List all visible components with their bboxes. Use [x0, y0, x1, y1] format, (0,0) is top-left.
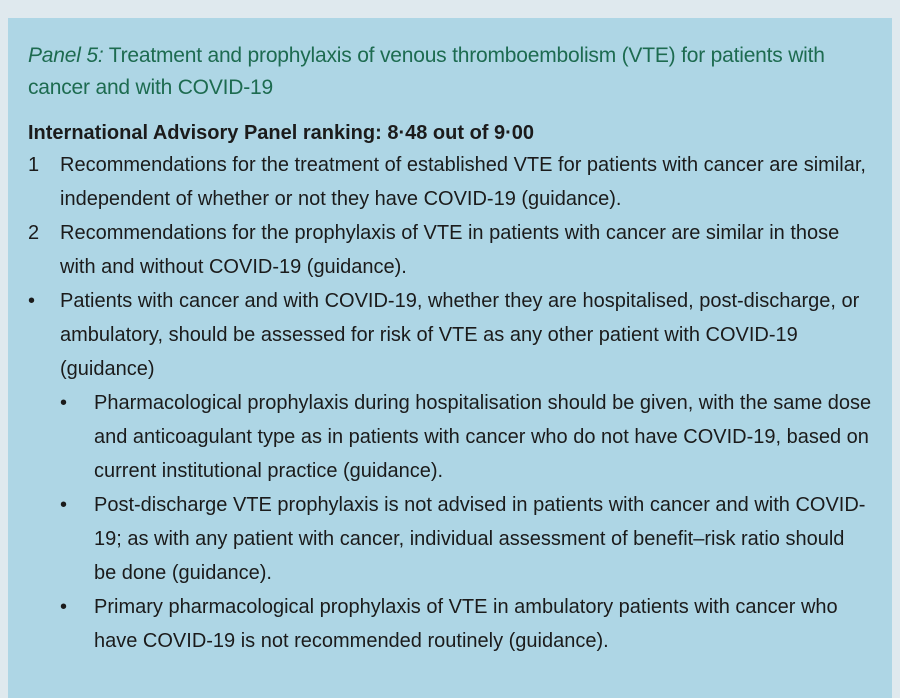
list-item-text: Recommendations for the treatment of established VTE for patients with cancer are similar, independent of whether or not they have COVID-19 (guidance). — [60, 154, 866, 210]
sub-list-item-text: Post-discharge VTE prophylaxis is not advised in patients with cancer and with COVID-19; as with any patient with cancer, individual assessment of benefit–risk ratio should be done (guidance). — [94, 494, 866, 584]
sub-list-item — [28, 488, 872, 590]
bullet-marker: • — [60, 392, 68, 414]
panel-title — [28, 40, 872, 104]
bullet-marker: • — [60, 494, 68, 516]
list-item — [28, 284, 872, 386]
bullet-marker: • — [28, 290, 36, 312]
list-item — [28, 216, 872, 284]
bullet-marker: • — [60, 596, 68, 618]
list-item-text: Patients with cancer and with COVID-19, whether they are hospitalised, post-discharge, or ambulatory, should be assessed for risk of VTE as any other patient with COVID-19 (guidance) — [60, 290, 860, 380]
list-marker: 1 — [28, 154, 40, 176]
sub-list-item-text: Primary pharmacological prophylaxis of VTE in ambulatory patients with cancer who have COVID-19 is not recommended routinely (guidance). — [94, 596, 838, 652]
sub-list-item — [28, 590, 872, 658]
list-marker: 2 — [28, 222, 40, 244]
ranking-line: International Advisory Panel ranking: 8·48 out of 9·00 — [28, 122, 535, 144]
sub-list-item — [28, 386, 872, 488]
panel-title-lead: Panel 5: — [28, 44, 104, 67]
panel-box — [8, 18, 892, 698]
panel-title-text: Treatment and prophylaxis of venous thromboembolism (VTE) for patients with cancer and with COVID-19 — [28, 44, 825, 99]
list-item-text: Recommendations for the prophylaxis of VTE in patients with cancer are similar in those with and without COVID-19 (guidance). — [60, 222, 840, 278]
sub-list-item-text: Pharmacological prophylaxis during hospitalisation should be given, with the same dose and anticoagulant type as in patients with cancer who do not have COVID-19, based on current institutional practice (guidance). — [94, 392, 872, 482]
list-item — [28, 148, 872, 216]
